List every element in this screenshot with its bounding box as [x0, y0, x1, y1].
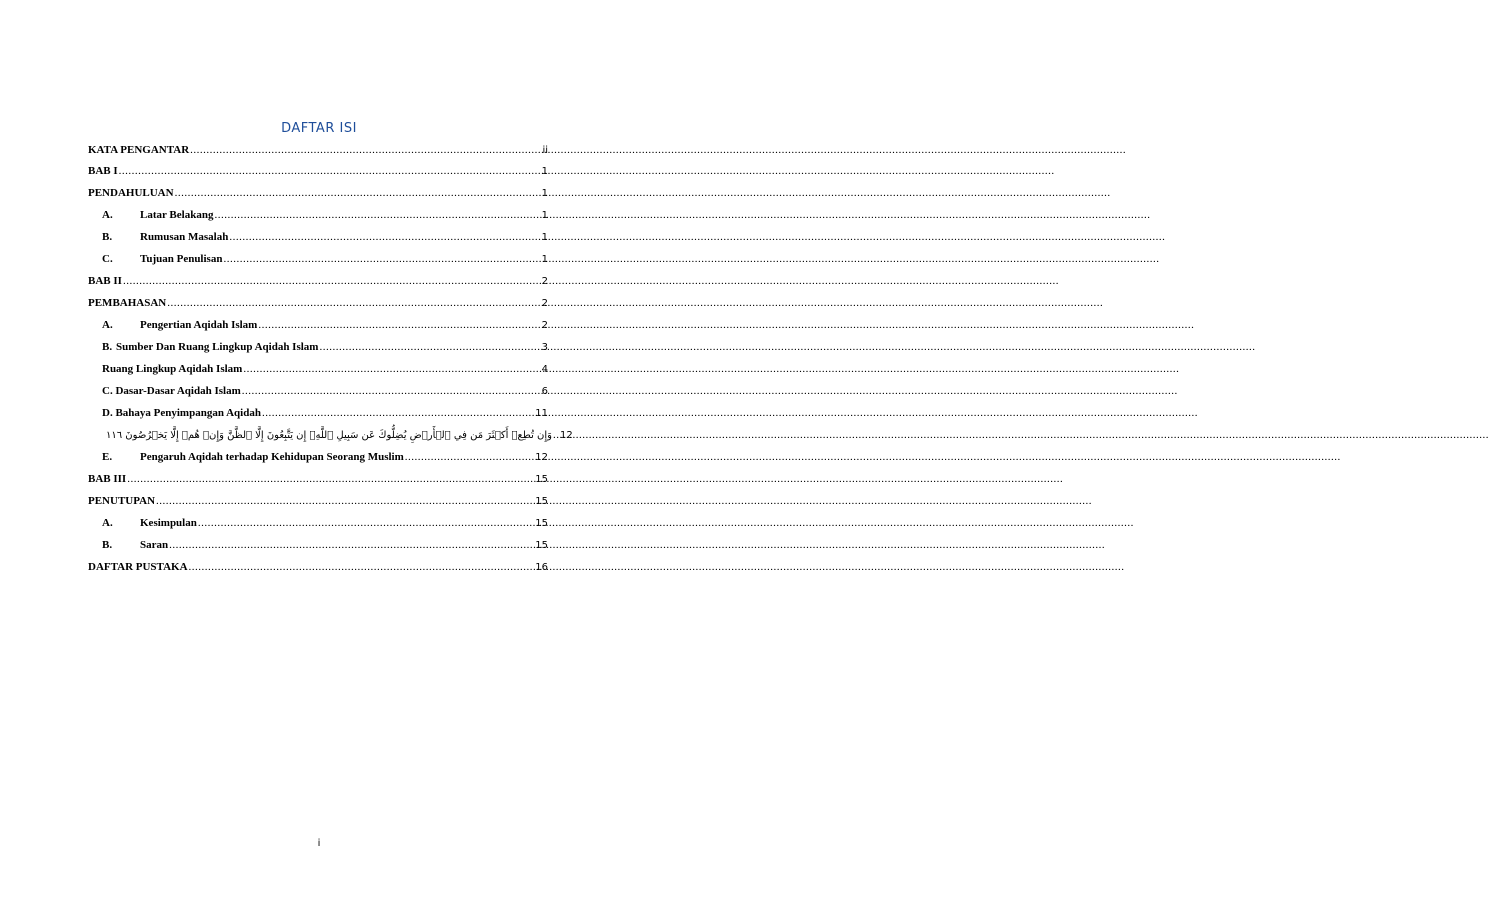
toc-entry-label: Pengertian Aqidah Islam [140, 319, 258, 331]
dot-leader [242, 385, 541, 397]
dot-leader [262, 407, 534, 419]
toc-entry-label: Latar Belakang [140, 209, 214, 221]
dot-leader [123, 275, 541, 287]
toc-entry-latar-belakang[interactable] [88, 209, 548, 227]
dot-leader [175, 187, 541, 199]
toc-entry-number: A. [102, 319, 113, 331]
toc-entry-page: 4 [541, 364, 548, 375]
dot-leader [189, 561, 535, 573]
toc-entry-bahaya-penyimpangan[interactable] [88, 407, 548, 425]
toc-entry-label: DAFTAR PUSTAKA [88, 561, 188, 573]
toc-entry-label: KATA PENGANTAR [88, 144, 190, 156]
toc-entry-page: 1 [541, 166, 548, 177]
toc-entry-number: B. [102, 539, 113, 551]
dot-leader [243, 363, 540, 375]
dot-leader [127, 473, 534, 485]
toc-entry-page: 2 [541, 298, 548, 309]
toc-entry-page: 15 [535, 474, 548, 485]
toc-entry-label: BAB III [88, 473, 127, 485]
toc-entry-label: Tujuan Penulisan [140, 253, 223, 265]
toc-entry-dasar-dasar[interactable] [88, 385, 548, 403]
toc-entry-bab-1[interactable] [88, 165, 548, 183]
page-number: i [317, 838, 321, 849]
dot-leader [169, 539, 534, 551]
toc-entry-daftar-pustaka[interactable] [88, 561, 548, 579]
toc-entry-number: E. [102, 451, 113, 463]
page-title: DAFTAR ISI [281, 121, 357, 136]
toc-entry-pendahuluan[interactable] [88, 187, 548, 205]
dot-leader [223, 253, 540, 265]
dot-leader [190, 144, 541, 156]
toc-entry-label: PENUTUPAN [88, 495, 156, 507]
toc-entry-pembahasan[interactable] [88, 297, 548, 315]
toc-entry-ruang-lingkup[interactable] [88, 363, 548, 381]
toc-entry-page: ii [542, 145, 548, 156]
toc-entry-page: 2 [541, 276, 548, 287]
toc-entry-page: 16 [535, 562, 548, 573]
toc-entry-rumusan-masalah[interactable] [88, 231, 548, 249]
toc-entry-page: 12 [535, 452, 548, 463]
toc-entry-number: B. [102, 341, 113, 353]
dot-leader [229, 231, 540, 243]
toc-entry-page: 2 [541, 320, 548, 331]
dot-leader [167, 297, 540, 309]
toc-entry-label: Pengaruh Aqidah terhadap Kehidupan Seorang Muslim [140, 451, 404, 463]
toc-entry-arabic-verse[interactable] [88, 429, 573, 447]
dot-leader [214, 209, 540, 221]
toc-entry-tujuan-penulisan[interactable] [88, 253, 548, 271]
toc-entry-page: 15 [535, 518, 548, 529]
toc-entry-bab-3[interactable] [88, 473, 548, 491]
toc-entry-label: BAB II [88, 275, 122, 287]
toc-entry-pengaruh-aqidah[interactable] [88, 451, 548, 469]
toc-entry-saran[interactable] [88, 539, 548, 557]
toc-entry-sumber-ruang-lingkup[interactable] [88, 341, 548, 359]
toc-entry-kesimpulan[interactable] [88, 517, 548, 535]
toc-entry-label: Rumusan Masalah [140, 231, 229, 243]
dot-leader [156, 495, 534, 507]
toc-entry-page: 3 [541, 342, 548, 353]
toc-entry-page: 15 [535, 496, 548, 507]
dot-leader [258, 319, 540, 331]
toc-entry-number: B. [102, 231, 113, 243]
toc-entry-pengertian-aqidah[interactable] [88, 319, 548, 337]
dot-leader [198, 517, 534, 529]
toc-entry-number: C. [102, 253, 113, 265]
toc-entry-page: 6 [541, 386, 548, 397]
toc-entry-page: 1 [541, 254, 548, 265]
toc-entry-page: 1 [541, 232, 548, 243]
toc-entry-page: 1 [541, 210, 548, 221]
dot-leader [319, 341, 540, 353]
toc-entry-page: 11 [535, 408, 548, 419]
dot-leader [119, 165, 541, 177]
toc-entry-number: A. [102, 209, 113, 221]
toc-entry-page: 1 [541, 188, 548, 199]
dot-leader [405, 451, 535, 463]
toc-entry-penutupan[interactable] [88, 495, 548, 513]
toc-entry-label: PENDAHULUAN [88, 187, 174, 199]
toc-entry-page: 12 [559, 430, 573, 441]
toc-entry-page: 15 [535, 540, 548, 551]
toc-entry-label: Kesimpulan [140, 517, 197, 529]
toc-entry-label: Ruang Lingkup Aqidah Islam [102, 363, 243, 375]
toc-entry-kata-pengantar[interactable] [88, 144, 548, 162]
toc-entry-label: Sumber Dan Ruang Lingkup Aqidah Islam [116, 341, 319, 353]
toc-entry-label: وَإِن تُطِعۡ أَكۡثَرَ مَن فِي ٱلۡأَرۡضِ يُضِلُّوكَ عَن سَبِيلِ ٱللَّهِۚ إِن يَتَّبِعُونَ إِلَّا ٱلظَّنَّ وَإِنۡ هُمۡ إِلَّا يَخۡرُصُونَ ١١٦ [106, 430, 552, 441]
toc-entry-label: BAB I [88, 165, 118, 177]
toc-entry-label: Saran [140, 539, 169, 551]
toc-entry-bab-2[interactable] [88, 275, 548, 293]
toc-entry-label: D. Bahaya Penyimpangan Aqidah [102, 407, 261, 419]
toc-entry-label: C. Dasar-Dasar Aqidah Islam [102, 385, 241, 397]
toc-entry-number: A. [102, 517, 113, 529]
toc-entry-label: PEMBAHASAN [88, 297, 167, 309]
dot-leader [553, 429, 559, 441]
